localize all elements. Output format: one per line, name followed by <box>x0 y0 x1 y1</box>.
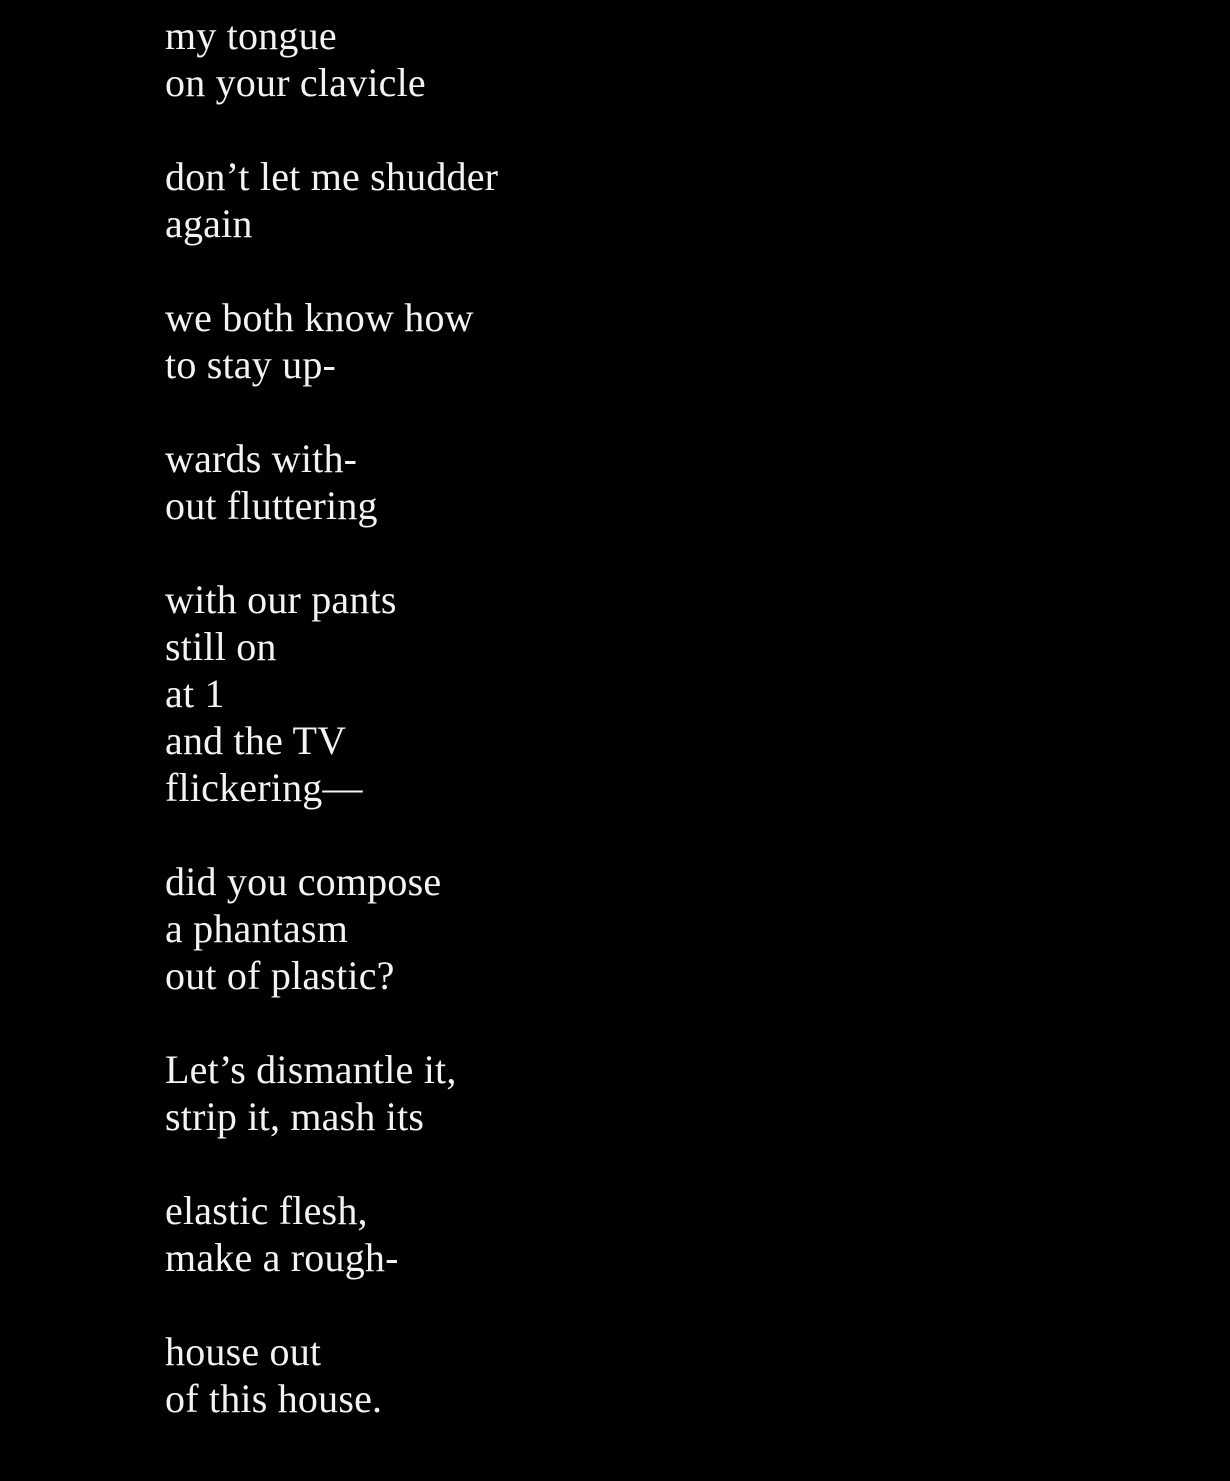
poem-line: wards with- <box>165 436 358 481</box>
poem-line: with our pants <box>165 577 397 622</box>
poem-stanza <box>165 435 1190 529</box>
poem-line: a phantasm <box>165 906 349 951</box>
poem-line: to stay up- <box>165 342 337 387</box>
poem-stanza <box>165 12 1190 106</box>
poem-stanza <box>165 1187 1190 1281</box>
poem-line: Let’s dismantle it, <box>165 1047 457 1092</box>
poem-line: out fluttering <box>165 483 378 528</box>
poem-line: at 1 <box>165 671 225 716</box>
poem-line: and the TV <box>165 718 347 763</box>
poem-line: make a rough- <box>165 1235 399 1280</box>
poem-stanza <box>165 153 1190 247</box>
poem-stanza <box>165 1046 1190 1140</box>
poem-stanza <box>165 294 1190 388</box>
poem-line: out of plastic? <box>165 953 395 998</box>
poem-line: did you compose <box>165 859 442 904</box>
poem-line: strip it, mash its <box>165 1094 425 1139</box>
poem-line: on your clavicle <box>165 60 426 105</box>
poem-line: still on <box>165 624 277 669</box>
poem-stanza <box>165 576 1190 811</box>
poem-line: house out <box>165 1329 322 1374</box>
poem-line: elastic flesh, <box>165 1188 368 1233</box>
poem-line: again <box>165 201 253 246</box>
poem-line: flickering— <box>165 765 363 810</box>
poem-line: don’t let me shudder <box>165 154 499 199</box>
poem-line: of this house. <box>165 1376 383 1421</box>
poem-stanza <box>165 858 1190 999</box>
poem-stanza <box>165 1328 1190 1422</box>
poem <box>165 12 1190 1422</box>
poem-line: we both know how <box>165 295 474 340</box>
poem-line: my tongue <box>165 13 337 58</box>
